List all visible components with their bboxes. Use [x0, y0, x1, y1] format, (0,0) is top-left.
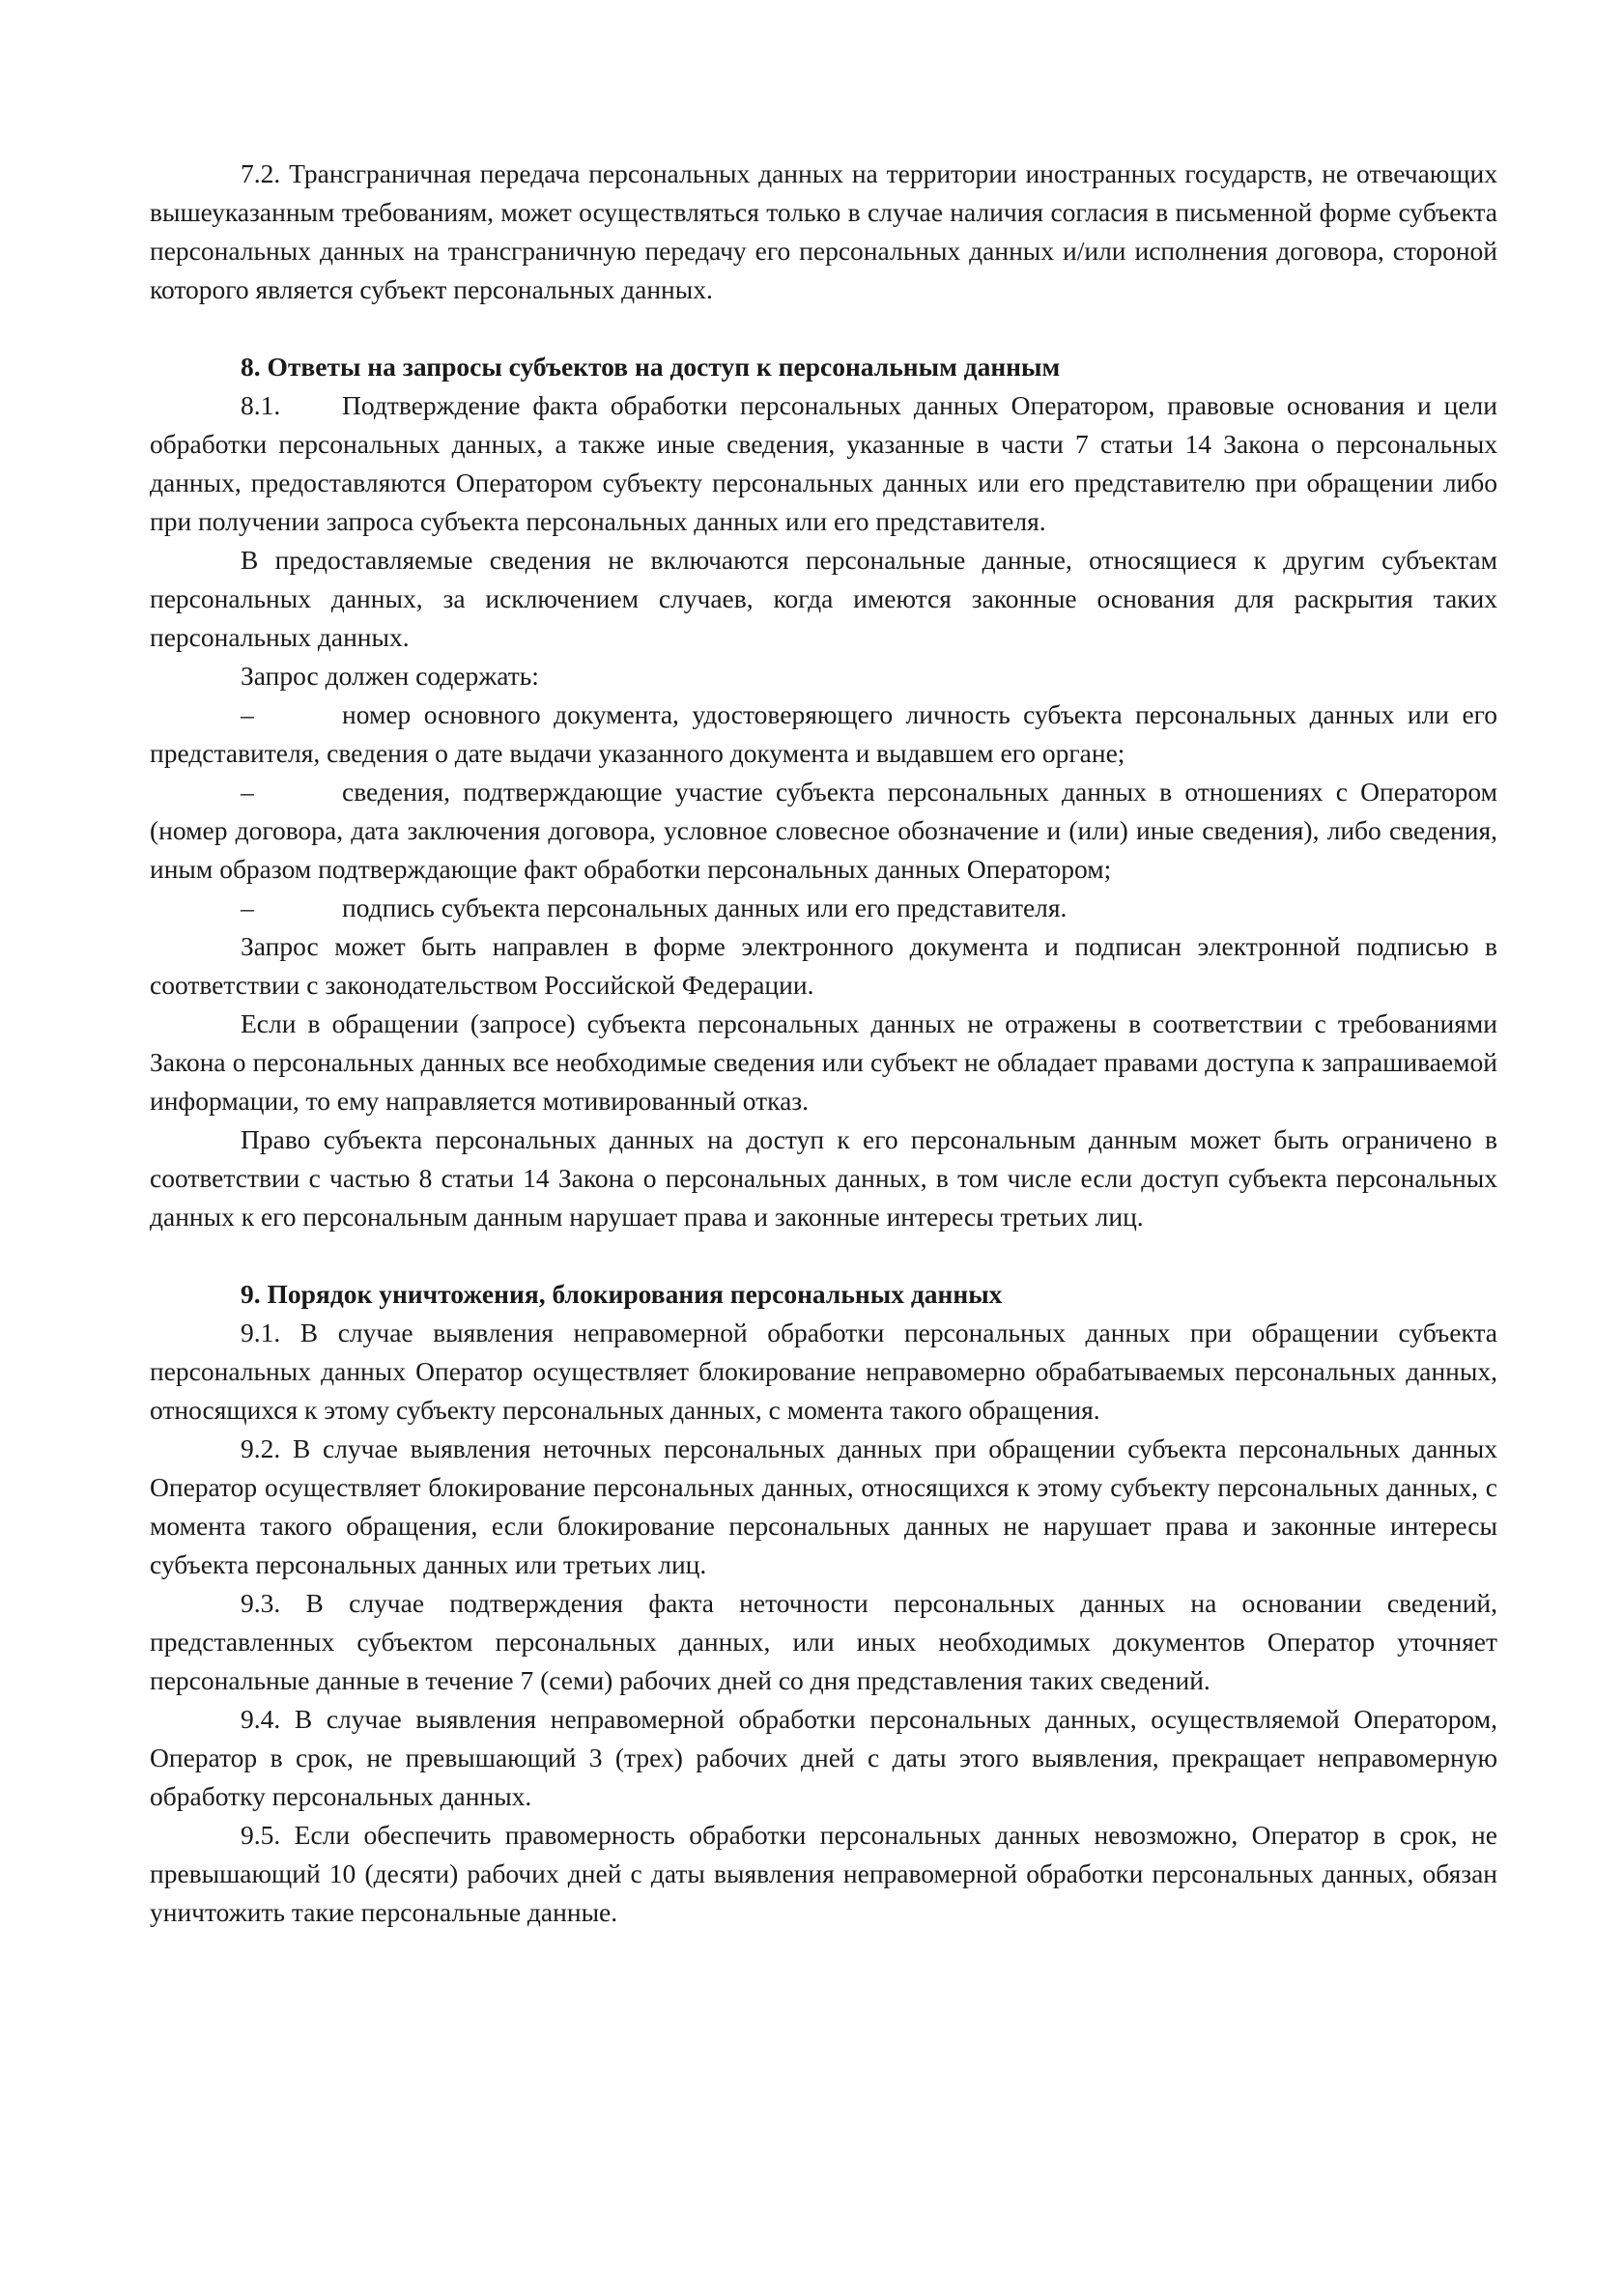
paragraph-8-1 [150, 386, 1497, 541]
list-item-text: сведения, подтверждающие участие субъекта персональных данных в отношениях с Оператором (номер договора, дата заключения договора, условное словесное обозначение и (или) иные сведения), либо сведения, иным образом подтверждающие факт обработки персональных данных Оператором; [150, 777, 1497, 884]
list-item [150, 773, 1497, 889]
document-page [150, 155, 1497, 1932]
paragraph-not-included: В предоставляемые сведения не включаются персональные данные, относящиеся к другим субъектам персональных данных, за исключением случаев, когда имеются законные основания для раскрытия таких персональных данных. [150, 545, 1497, 652]
list-item-text: номер основного документа, удостоверяющего личность субъекта персональных данных или его представителя, сведения о дате выдачи указанного документа и выдавшем его органе; [150, 699, 1497, 768]
paragraph-8-1-number: 8.1. [241, 390, 281, 420]
spacer [150, 309, 1497, 348]
list-item [150, 889, 1497, 927]
paragraph-9-3: 9.3. В случае подтверждения факта неточности персональных данных на основании сведений, представленных субъектом персональных данных, или иных необходимых документов Оператор уточняет персональные данные в течение 7 (семи) рабочих дней со дня представления таких сведений. [150, 1588, 1497, 1695]
spacer [150, 1236, 1497, 1275]
list-item-text: подпись субъекта персональных данных или его представителя. [342, 893, 1068, 922]
paragraph-9-5: 9.5. Если обеспечить правомерность обработки персональных данных невозможно, Оператор в срок, не превышающий 10 (десяти) рабочих дней с даты выявления неправомерной обработки персональных данных, обязан уничтожить такие персональные данные. [150, 1820, 1497, 1927]
list-item [150, 695, 1497, 773]
paragraph-8-1-text: Подтверждение факта обработки персональных данных Оператором, правовые основания и цели обработки персональных данных, а также иные сведения, указанные в части 7 статьи 14 Закона о персональных данных, предоставляются Оператором субъекту персональных данных или его представителю при обращении либо при получении запроса субъекта персональных данных или его представителя. [150, 390, 1497, 536]
section-8-heading: 8. Ответы на запросы субъектов на доступ к персональным данным [241, 352, 1061, 382]
section-9-heading: 9. Порядок уничтожения, блокирования персональных данных [241, 1279, 1003, 1309]
list-dash: – [241, 777, 254, 807]
paragraph-access-limited: Право субъекта персональных данных на доступ к его персональным данным может быть ограничено в соответствии с частью 8 статьи 14 Закона о персональных данных, в том числе если доступ субъекта персональных данных к его персональным данным нарушает права и законные интересы третьих лиц. [150, 1124, 1497, 1232]
paragraph-9-1: 9.1. В случае выявления неправомерной обработки персональных данных при обращении субъекта персональных данных Оператор осуществляет блокирование неправомерно обрабатываемых персональных данных, относящихся к этому субъекту персональных данных, с момента такого обращения. [150, 1318, 1497, 1425]
paragraph-7-2: 7.2. Трансграничная передача персональных данных на территории иностранных государств, не отвечающих вышеуказанным требованиям, может осуществляться только в случае наличия согласия в письменной форме субъекта персональных данных на трансграничную передачу его персональных данных и/или исполнения договора, стороной которого является субъект персональных данных. [150, 158, 1497, 304]
paragraph-9-4: 9.4. В случае выявления неправомерной обработки персональных данных, осуществляемой Оператором, Оператор в срок, не превышающий 3 (трех) рабочих дней с даты этого выявления, прекращает неправомерную обработку персональных данных. [150, 1704, 1497, 1811]
paragraph-electronic-request: Запрос может быть направлен в форме электронного документа и подписан электронной подписью в соответствии с законодательством Российской Федерации. [150, 931, 1497, 1000]
paragraph-9-2: 9.2. В случае выявления неточных персональных данных при обращении субъекта персональных данных Оператор осуществляет блокирование персональных данных, относящихся к этому субъекту персональных данных, с момента такого обращения, если блокирование персональных данных не нарушает права и законные интересы субъекта персональных данных или третьих лиц. [150, 1433, 1497, 1579]
list-dash: – [241, 893, 254, 922]
list-dash: – [241, 699, 254, 729]
paragraph-request-must-contain: Запрос должен содержать: [241, 661, 539, 691]
paragraph-refusal: Если в обращении (запросе) субъекта персональных данных не отражены в соответствии с требованиями Закона о персональных данных все необходимые сведения или субъект не обладает правами доступа к запрашиваемой информации, то ему направляется мотивированный отказ. [150, 1008, 1497, 1116]
